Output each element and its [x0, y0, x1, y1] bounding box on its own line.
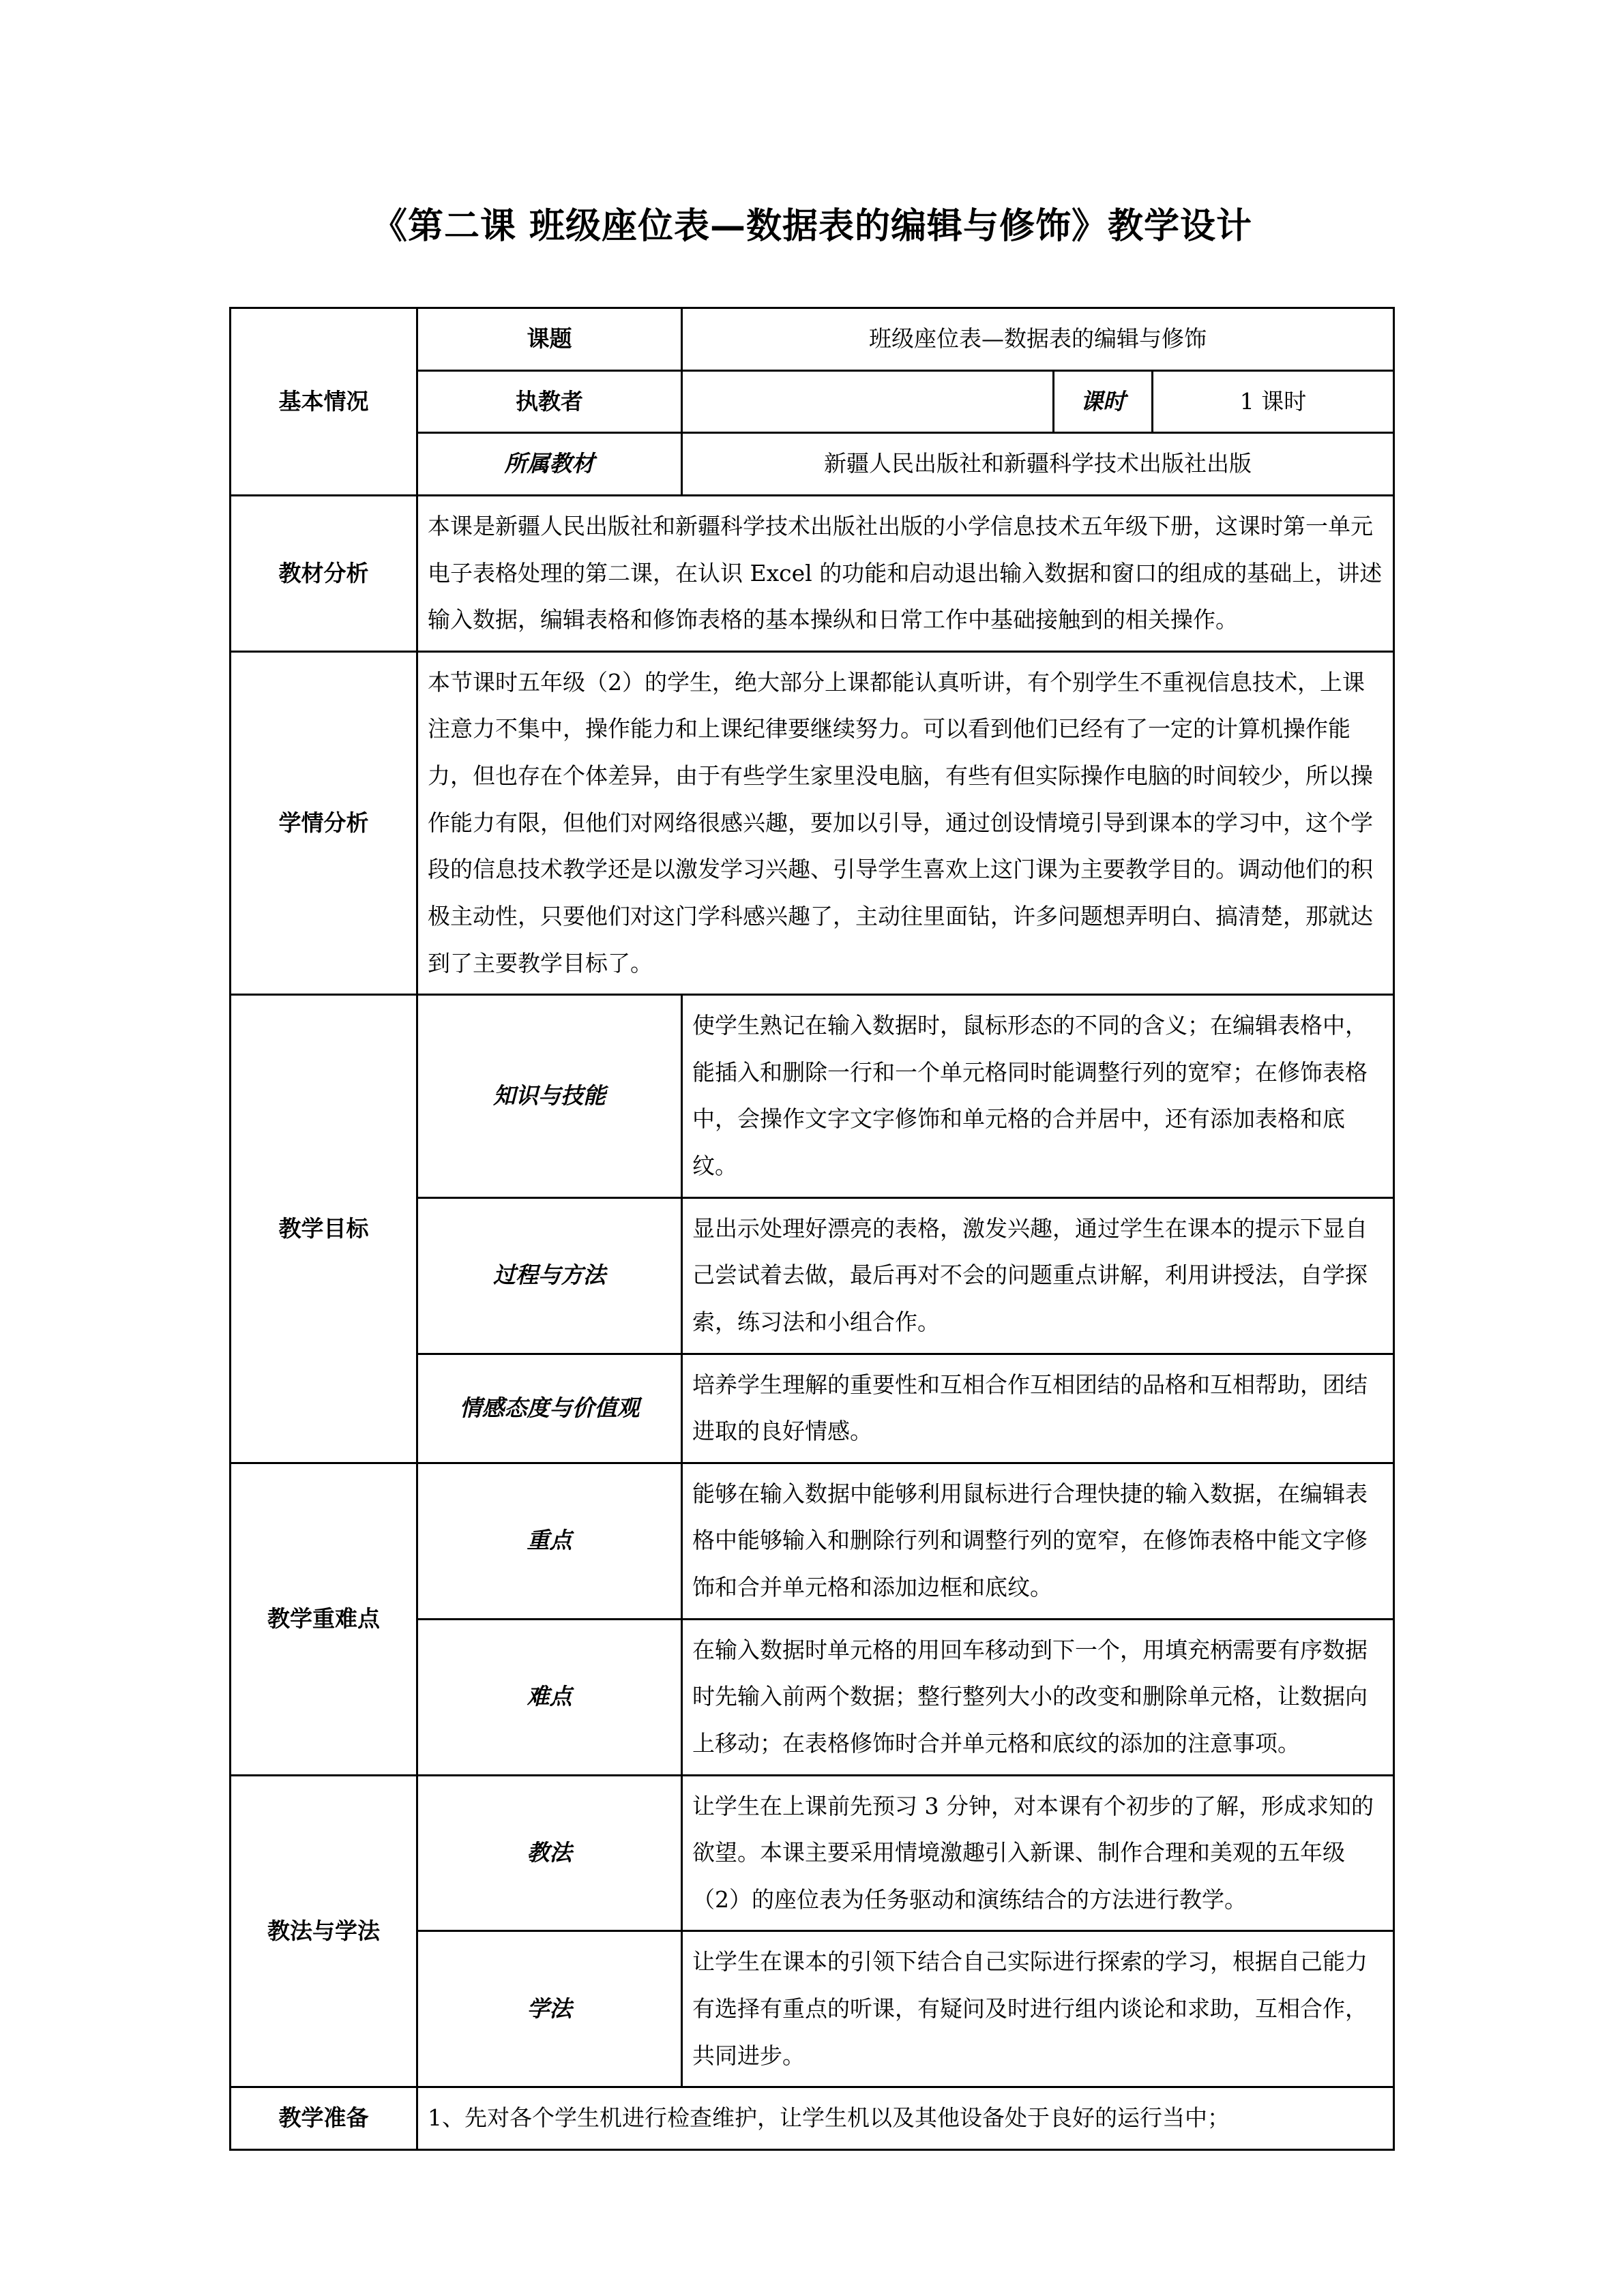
field-value-key-point: 能够在输入数据中能够利用鼠标进行合理快捷的输入数据，在编辑表格中能够输入和删除行列和调整行列的宽窄，在修饰表格中能文字修饰和合并单元格和添加边框和底纹。: [681, 1463, 1393, 1619]
table-row-key-point: [230, 1463, 1393, 1619]
field-label-periods: 课时: [1053, 370, 1152, 433]
field-value-difficult-point: 在输入数据时单元格的用回车移动到下一个，用填充柄需要有序数据时先输入前两个数据；整行整列大小的改变和删除单元格，让数据向上移动；在表格修饰时合并单元格和底纹的添加的注意事项。: [681, 1619, 1393, 1775]
table-row-textbook-analysis: [230, 495, 1393, 651]
section-label-student-analysis: 学情分析: [230, 651, 417, 994]
field-label-difficult-point: 难点: [417, 1619, 681, 1775]
field-label-teaching-method: 教法: [417, 1775, 681, 1931]
field-value-topic: 班级座位表—数据表的编辑与修饰: [681, 308, 1393, 371]
section-label-key-difficulties: 教学重难点: [230, 1463, 417, 1775]
field-value-periods: 1 课时: [1152, 370, 1393, 433]
field-value-teacher: [681, 370, 1053, 433]
field-label-knowledge-skills: 知识与技能: [417, 995, 681, 1198]
field-value-teaching-method: 让学生在上课前先预习 3 分钟，对本课有个初步的了解，形成求知的欲望。本课主要采用情境激趣引入新课、制作合理和美观的五年级（2）的座位表为任务驱动和演练结合的方法进行教学。: [681, 1775, 1393, 1931]
table-row-knowledge-skills: [230, 995, 1393, 1198]
section-label-basic-info: 基本情况: [230, 308, 417, 496]
field-label-emotion-attitude-values: 情感态度与价值观: [417, 1354, 681, 1463]
section-label-preparation: 教学准备: [230, 2087, 417, 2150]
field-value-textbook: 新疆人民出版社和新疆科学技术出版社出版: [681, 433, 1393, 496]
table-row-preparation: [230, 2087, 1393, 2150]
field-label-teacher: 执教者: [417, 370, 681, 433]
table-row-student-analysis: [230, 651, 1393, 994]
table-row-topic: [230, 308, 1393, 371]
field-value-learning-method: 让学生在课本的引领下结合自己实际进行探索的学习，根据自己能力有选择有重点的听课，有疑问及时进行组内谈论和求助，互相合作，共同进步。: [681, 1931, 1393, 2087]
section-content-textbook-analysis: 本课是新疆人民出版社和新疆科学技术出版社出版的小学信息技术五年级下册，这课时第一单元 电子表格处理的第二课，在认识 Excel 的功能和启动退出输入数据和窗口的组成的基础上，讲述输入数据，编辑表格和修饰表格的基本操纵和日常工作中基础接触到的相关操作。: [417, 495, 1393, 651]
section-label-textbook-analysis: 教材分析: [230, 495, 417, 651]
field-label-learning-method: 学法: [417, 1931, 681, 2087]
field-value-process-methods: 显出示处理好漂亮的表格，激发兴趣，通过学生在课本的提示下显自己尝试着去做，最后再对不会的问题重点讲解，利用讲授法，自学探索，练习法和小组合作。: [681, 1197, 1393, 1354]
page-title: 《第二课 班级座位表—数据表的编辑与修饰》教学设计: [371, 206, 1253, 247]
section-content-preparation: 1、先对各个学生机进行检查维护，让学生机以及其他设备处于良好的运行当中；: [417, 2087, 1393, 2150]
table-row-teaching-method: [230, 1775, 1393, 1931]
field-label-textbook: 所属教材: [417, 433, 681, 496]
field-value-knowledge-skills: 使学生熟记在输入数据时，鼠标形态的不同的含义；在编辑表格中，能插入和删除一行和一个单元格同时能调整行列的宽窄；在修饰表格中，会操作文字文字修饰和单元格的合并居中，还有添加表格和底纹。: [681, 995, 1393, 1198]
section-content-student-analysis: 本节课时五年级（2）的学生，绝大部分上课都能认真听讲，有个别学生不重视信息技术，上课注意力不集中，操作能力和上课纪律要继续努力。可以看到他们已经有了一定的计算机操作能力，但也存在个体差异，由于有些学生家里没电脑，有些有但实际操作电脑的时间较少，所以操作能力有限，但他们对网络很感兴趣，要加以引导，通过创设情境引导到课本的学习中，这个学段的信息技术教学还是以激发学习兴趣、引导学生喜欢上这门课为主要教学目的。调动他们的积极主动性，只要他们对这门学科感兴趣了，主动往里面钻，许多问题想弄明白、搞清楚，那就达到了主要教学目标了。: [417, 651, 1393, 994]
field-value-emotion-attitude-values: 培养学生理解的重要性和互相合作互相团结的品格和互相帮助，团结进取的良好情感。: [681, 1354, 1393, 1463]
field-label-topic: 课题: [417, 308, 681, 371]
field-label-key-point: 重点: [417, 1463, 681, 1619]
section-label-teaching-objectives: 教学目标: [230, 995, 417, 1463]
lesson-plan-table: [229, 307, 1395, 2151]
section-label-methods: 教法与学法: [230, 1775, 417, 2087]
field-label-process-methods: 过程与方法: [417, 1197, 681, 1354]
